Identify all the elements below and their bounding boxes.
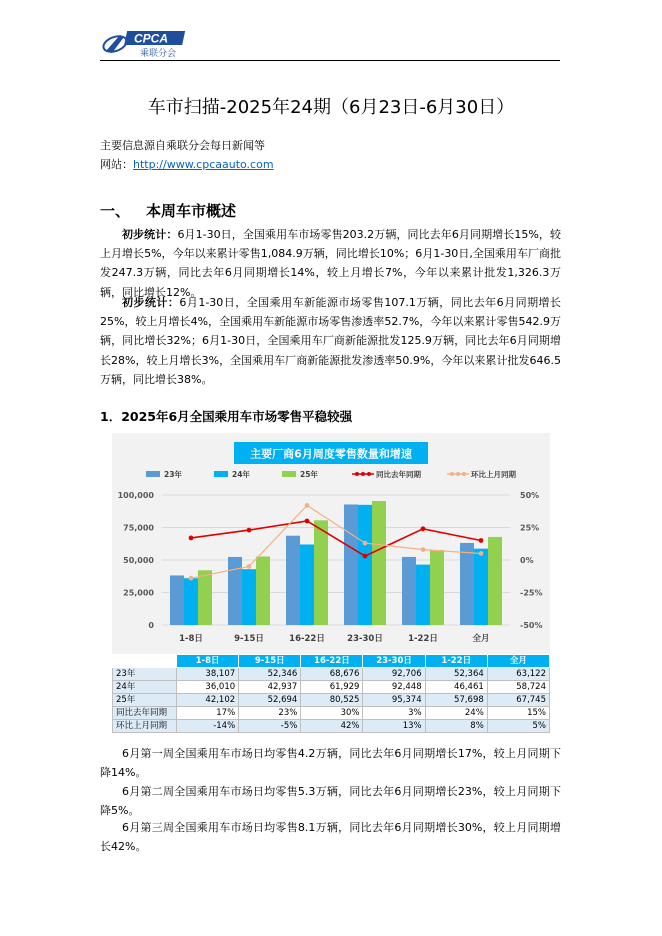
bar-25年-1-8日 [198, 570, 212, 625]
table-cell: 68,676 [301, 668, 363, 681]
paragraph-lead: 初步统计： [122, 228, 178, 241]
paragraph-text: 6月1-30日，全国乘用车市场零售203.2万辆，同比去年6月同期增长15%，较上月增长5%，今年以来累计零售1,084.9万辆，同比增长10%；6月1-30日,全国乘用车厂商批发247.3万辆，同比去年6月同期增长14%，较上月增长7%，今年以来累计批发1,326.3万辆，同比增长12%。 [100, 228, 562, 299]
table-cell: 24% [425, 707, 487, 720]
table-header-cell: 23-30日 [363, 655, 425, 668]
table-row-label: 24年 [113, 681, 177, 694]
y-right-tick-label: -50% [520, 621, 543, 630]
bar-24年-1-8日 [184, 578, 198, 625]
bar-25年-1-22日 [430, 550, 444, 625]
point-同比去年同期-16-22日 [305, 519, 310, 524]
chart-title: 主要厂商6月周度零售数量和增速 [250, 447, 412, 461]
x-tick-label: 9-15日 [234, 634, 264, 644]
week-3-paragraph: 6月第三周全国乘用车市场日均零售8.1万辆，同比去年6月同期增长30%，较上月同期增长42%。 [100, 821, 561, 854]
table-row [113, 694, 550, 707]
chart-bars [170, 501, 502, 625]
point-同比去年同期-1-8日 [189, 536, 194, 541]
bar-23年-全月 [460, 543, 474, 625]
y-left-tick-label: 50,000 [123, 556, 154, 565]
bar-23年-9-15日 [228, 557, 242, 625]
table-cell: 17% [177, 707, 239, 720]
legend-marker [367, 472, 371, 476]
table-header-cell: 1-8日 [177, 655, 239, 668]
table-header-cell: 16-22日 [301, 655, 363, 668]
table-row-label: 环比上月同期 [113, 720, 177, 733]
paragraph-lead: 初步统计： [122, 296, 180, 309]
legend-marker [462, 472, 466, 476]
overview-paragraph-1 [100, 225, 561, 302]
table-cell: 8% [425, 720, 487, 733]
bar-24年-1-22日 [416, 565, 430, 625]
table-row-label: 同比去年同期 [113, 707, 177, 720]
table-row [113, 707, 550, 720]
section-number: 一、 [100, 202, 131, 220]
table-cell: 95,374 [363, 694, 425, 707]
header-divider [100, 60, 560, 61]
table-cell: 67,745 [487, 694, 549, 707]
table-cell: 5% [487, 720, 549, 733]
table-cell: 13% [363, 720, 425, 733]
table-cell: 42,102 [177, 694, 239, 707]
table-cell: 23% [239, 707, 301, 720]
legend-swatch-24年 [214, 471, 228, 477]
table-cell: -5% [239, 720, 301, 733]
chart-legend [146, 469, 516, 479]
website-link[interactable]: http://www.cpcaauto.com [133, 158, 274, 171]
y-left-tick-label: 75,000 [123, 523, 154, 533]
legend-marker [361, 472, 365, 476]
table-row [113, 668, 550, 681]
x-tick-label: 16-22日 [289, 634, 325, 644]
section-title: 本周车市概述 [146, 202, 237, 220]
bar-25年-全月 [488, 537, 502, 625]
point-同比去年同期-9-15日 [247, 528, 252, 533]
table-cell: 46,461 [425, 681, 487, 694]
point-环比上月同期-1-8日 [189, 576, 194, 581]
y-left-tick-label: 25,000 [123, 588, 154, 598]
table-header-cell: 全月 [487, 655, 549, 668]
subsection-heading: 1．2025年6月全国乘用车市场零售平稳较强 [100, 409, 353, 424]
document-title: 车市扫描-2025年24期（6月23日-6月30日） [147, 97, 515, 118]
point-同比去年同期-1-22日 [421, 526, 426, 531]
bar-24年-全月 [474, 549, 488, 625]
table-cell: 42% [301, 720, 363, 733]
table-cell: 52,694 [239, 694, 301, 707]
cpca-logo [100, 27, 200, 59]
week-1-paragraph: 6月第一周全国乘用车市场日均零售4.2万辆，同比去年6月同期增长17%，较上月同期下降14%。 [100, 747, 561, 780]
y-left-tick-label: 0 [148, 621, 154, 630]
table-cell: -14% [177, 720, 239, 733]
source-line: 主要信息源自乘联分会每日新闻等 [100, 139, 265, 152]
legend-marker [450, 472, 454, 476]
table-cell: 15% [487, 707, 549, 720]
section-heading [100, 200, 236, 221]
paragraph-text: 6月1-30日，全国乘用车新能源市场零售107.1万辆，同比去年6月同期增长25%，较上月增长4%，全国乘用车新能源市场零售渗透率52.7%，今年以来累计零售542.9万辆，同比增长32%；6月1-30日，全国乘用车厂商新能源批发125.9万辆，同比去年6月同期增长28%，较上月增长3%，全国乘用车厂商新能源批发渗透率50.9%，今年以来累计批发646.5万辆，同比增长38%。 [100, 296, 562, 386]
bar-23年-1-22日 [402, 557, 416, 625]
table-cell: 63,122 [487, 668, 549, 681]
week-2-paragraph: 6月第二周全国乘用车市场日均零售5.3万辆，同比去年6月同期增长23%，较上月同期下降5%。 [100, 785, 561, 818]
point-同比去年同期-23-30日 [363, 554, 368, 559]
logo-sub-text: 乘联分会 [140, 49, 177, 59]
legend-swatch-23年 [146, 471, 160, 477]
table-cell: 57,698 [425, 694, 487, 707]
overview-paragraph-2 [100, 293, 561, 389]
bar-25年-9-15日 [256, 556, 270, 625]
table-cell: 38,107 [177, 668, 239, 681]
x-tick-label: 1-22日 [408, 634, 438, 644]
bar-24年-16-22日 [300, 544, 314, 625]
bar-25年-16-22日 [314, 520, 328, 625]
y-right-tick-label: 50% [520, 491, 540, 500]
legend-label: 同比去年同期 [376, 470, 421, 479]
point-环比上月同期-9-15日 [247, 564, 252, 569]
y-right-tick-label: 25% [520, 523, 540, 533]
x-tick-label: 1-8日 [179, 634, 203, 644]
table-cell: 58,724 [487, 681, 549, 694]
cpca-logo-mark [100, 27, 200, 59]
legend-marker [355, 472, 359, 476]
table-cell: 42,937 [239, 681, 301, 694]
table-header-cell: 1-22日 [425, 655, 487, 668]
bar-24年-23-30日 [358, 505, 372, 625]
legend-swatch-25年 [282, 471, 296, 477]
table-cell: 92,706 [363, 668, 425, 681]
point-环比上月同期-16-22日 [305, 503, 310, 508]
legend-marker [456, 472, 460, 476]
y-right-tick-label: -25% [520, 588, 543, 598]
bar-23年-16-22日 [286, 536, 300, 625]
table-row [113, 681, 550, 694]
table-row-label: 23年 [113, 668, 177, 681]
point-环比上月同期-全月 [479, 551, 484, 556]
legend-label: 25年 [300, 470, 318, 479]
weekly-retail-chart [112, 433, 550, 654]
bar-23年-1-8日 [170, 575, 184, 625]
website-line [100, 156, 274, 172]
y-right-tick-label: 0% [520, 556, 534, 565]
website-label: 网站： [100, 158, 133, 171]
legend-label: 23年 [164, 470, 182, 479]
bar-24年-9-15日 [242, 569, 256, 625]
table-cell: 61,929 [301, 681, 363, 694]
table-cell: 80,525 [301, 694, 363, 707]
chart-gridlines [162, 495, 510, 625]
table-corner [113, 655, 177, 668]
y-left-tick-label: 100,000 [117, 491, 154, 500]
table-cell: 30% [301, 707, 363, 720]
point-环比上月同期-23-30日 [363, 541, 368, 546]
table-header-row [113, 655, 550, 668]
x-tick-label: 23-30日 [347, 634, 383, 644]
point-环比上月同期-1-22日 [421, 547, 426, 552]
table-cell: 36,010 [177, 681, 239, 694]
bar-23年-23-30日 [344, 504, 358, 625]
table-row [113, 720, 550, 733]
weekly-retail-table [112, 654, 550, 733]
table-cell: 3% [363, 707, 425, 720]
table-cell: 92,448 [363, 681, 425, 694]
legend-label: 24年 [232, 470, 250, 479]
point-同比去年同期-全月 [479, 538, 484, 543]
table-cell: 52,364 [425, 668, 487, 681]
legend-label: 环比上月同期 [471, 470, 516, 479]
table-header-cell: 9-15日 [239, 655, 301, 668]
x-tick-label: 全月 [472, 634, 490, 644]
logo-brand-text: CPCA [134, 31, 169, 46]
bar-25年-23-30日 [372, 501, 386, 625]
table-cell: 52,346 [239, 668, 301, 681]
chart-canvas [112, 433, 550, 654]
table-row-label: 25年 [113, 694, 177, 707]
